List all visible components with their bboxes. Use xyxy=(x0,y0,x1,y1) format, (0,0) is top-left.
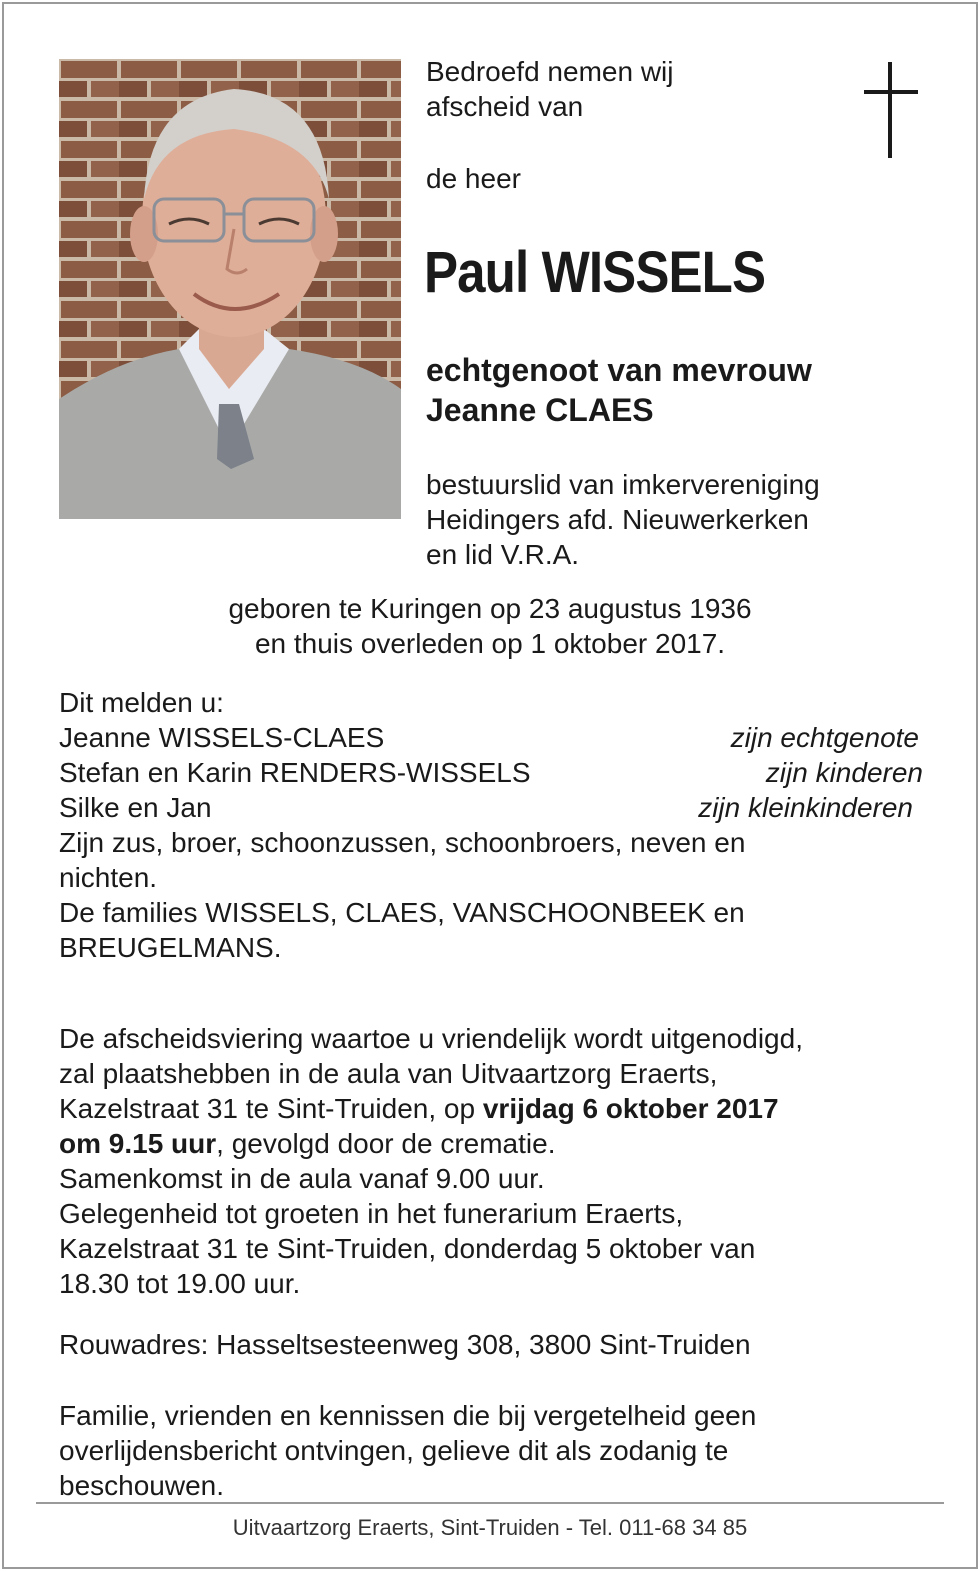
relative-row: Silke en Jan zijn kleinkinderen xyxy=(59,792,913,823)
ceremony-info: De afscheidsviering waartoe u vriendelijk wordt uitgenodigd, zal plaatshebben in de aula van Uitvaartzorg Eraerts, Kazelstraat 31 te Sint-Truiden, op vrijdag 6 oktober 2017 om 9.15 uur, gevolgd door de crematie. Samenkomst in de aula vanaf 9.00 uur. Gelegenheid tot groeten in het funerarium Eraerts, Kazelstraat 31 te Sint-Truiden, donderdag 5 oktober van 18.30 tot 19.00 uur. xyxy=(59,1023,803,1299)
honorific: de heer xyxy=(426,163,521,194)
birth-death-dates: geboren te Kuringen op 23 augustus 1936 en thuis overleden op 1 oktober 2017. xyxy=(228,593,752,659)
spouse-info: echtgenoot van mevrouw Jeanne CLAES xyxy=(426,352,812,428)
funeral-home-footer: Uitvaartzorg Eraerts, Sint-Truiden - Tel. 011-68 34 85 xyxy=(232,1515,748,1540)
cross-icon xyxy=(860,60,922,160)
notice-heading: Dit melden u: xyxy=(59,687,224,718)
closing-note: Familie, vrienden en kennissen die bij vergetelheid geen overlijdensbericht ontvingen, gelieve dit als zodanig te beschouwen. xyxy=(59,1400,757,1501)
footer-divider xyxy=(36,1502,944,1504)
relative-row: Jeanne WISSELS-CLAES zijn echtgenote xyxy=(59,722,919,753)
mourning-address: Rouwadres: Hasseltsesteenweg 308, 3800 Sint-Truiden xyxy=(59,1329,751,1360)
relative-row: Stefan en Karin RENDERS-WISSELS zijn kinderen xyxy=(59,757,923,788)
intro-text: Bedroefd nemen wij afscheid van xyxy=(426,56,674,122)
membership-info: bestuurslid van imkervereniging Heidingers afd. Nieuwerkerken en lid V.R.A. xyxy=(426,469,820,570)
portrait-photo xyxy=(59,59,401,519)
notice-section: Dit melden u: Jeanne WISSELS-CLAES zijn echtgenote Stefan en Karin RENDERS-WISSELS zijn kinderen Silke en Jan zijn kleinkinderen Zijn zus, broer, schoonzussen, schoonbroers, neven en nichten. De families WISSELS, CLAES, VANSCHOONBEEK en BREUGELMANS. xyxy=(59,687,923,963)
deceased-name: Paul WISSELS xyxy=(424,240,766,305)
